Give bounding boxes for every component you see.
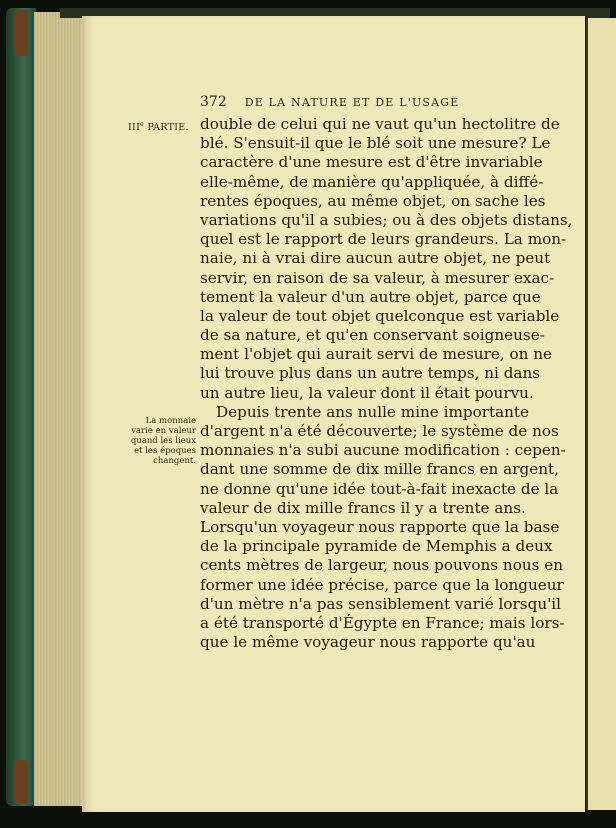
body-text: [200, 115, 573, 652]
running-header: [200, 94, 512, 110]
text-line: Lorsqu'un voyageur nous rapporte que la base: [200, 517, 560, 536]
text-line: monnaies n'a subi aucune modification : cepen-: [200, 441, 566, 460]
paragraph-end-line: un autre lieu, la valeur dont il était pourvu.: [200, 383, 534, 402]
margin-note-line: varie en valeur: [131, 426, 196, 436]
text-line: la valeur de tout objet quelconque est variable: [200, 306, 560, 325]
part-word: PARTIE.: [144, 122, 189, 134]
margin-note: [126, 416, 196, 466]
page-number: 372: [200, 94, 227, 110]
text-line: a été transporté d'Égypte en France; mais lors-: [200, 613, 565, 632]
text-line: quel est le rapport de leurs grandeurs. La mon-: [200, 230, 567, 249]
text-line: lui trouve plus dans un autre temps, ni dans: [200, 364, 541, 383]
text-line: servir, en raison de sa valeur, à mesurer exac-: [200, 268, 555, 287]
text-line: ne donne qu'une idée tout-à-fait inexacte de la: [200, 479, 559, 498]
book-cover-spine: [6, 8, 36, 806]
text-line: d'un mètre n'a pas sensiblement varié lorsqu'il: [200, 594, 561, 613]
text-line: que le même voyageur nous rapporte qu'au: [200, 633, 536, 652]
text-line: caractère d'une mesure est d'être invariable: [200, 153, 543, 172]
text-line: rentes époques, au même objet, on sache les: [200, 191, 546, 210]
part-superscript: e: [140, 121, 145, 128]
cover-corner-bottom: [14, 760, 28, 804]
text-line: ment l'objet qui aurait servi de mesure, on ne: [200, 345, 552, 364]
text-line: blé. S'ensuit-il que le blé soit une mesure? Le: [200, 134, 551, 153]
text-line: de sa nature, et qu'en conservant soigneuse-: [200, 326, 545, 345]
text-line: de la principale pyramide de Memphis a deux: [200, 537, 553, 556]
text-line: former une idée précise, parce que la longueur: [200, 575, 564, 594]
margin-note-line: et les époques: [134, 446, 196, 456]
page-edges: [34, 12, 83, 806]
margin-note-line: La monnaie: [145, 416, 196, 426]
part-label: [128, 121, 189, 133]
text-line: variations qu'il a subies; ou à des objets distans,: [200, 210, 573, 229]
text-line: elle-même, de manière qu'appliquée, à diffé-: [200, 172, 544, 191]
text-line: double de celui qui ne vaut qu'un hectolitre de: [200, 115, 560, 133]
text-line: dant une somme de dix mille francs en argent,: [200, 460, 559, 479]
part-roman: III: [128, 122, 141, 134]
cover-corner-top: [14, 10, 28, 56]
paragraph-start-line: Depuis trente ans nulle mine importante: [216, 402, 530, 421]
text-line: tement la valeur d'un autre objet, parce que: [200, 287, 541, 306]
margin-note-line: quand les lieux: [130, 436, 196, 446]
margin-note-line: changent.: [153, 456, 196, 466]
running-title: DE LA NATURE ET DE L'USAGE: [244, 96, 460, 109]
facing-page-edge: [586, 18, 616, 810]
text-line: cents mètres de largeur, nous pouvons nous en: [200, 556, 564, 575]
text-line: d'argent n'a été découverte; le système de nos: [200, 422, 559, 440]
text-line: valeur de dix mille francs il y a trente ans.: [200, 498, 526, 517]
text-line: naie, ni à vrai dire aucun autre objet, ne peut: [200, 249, 551, 268]
